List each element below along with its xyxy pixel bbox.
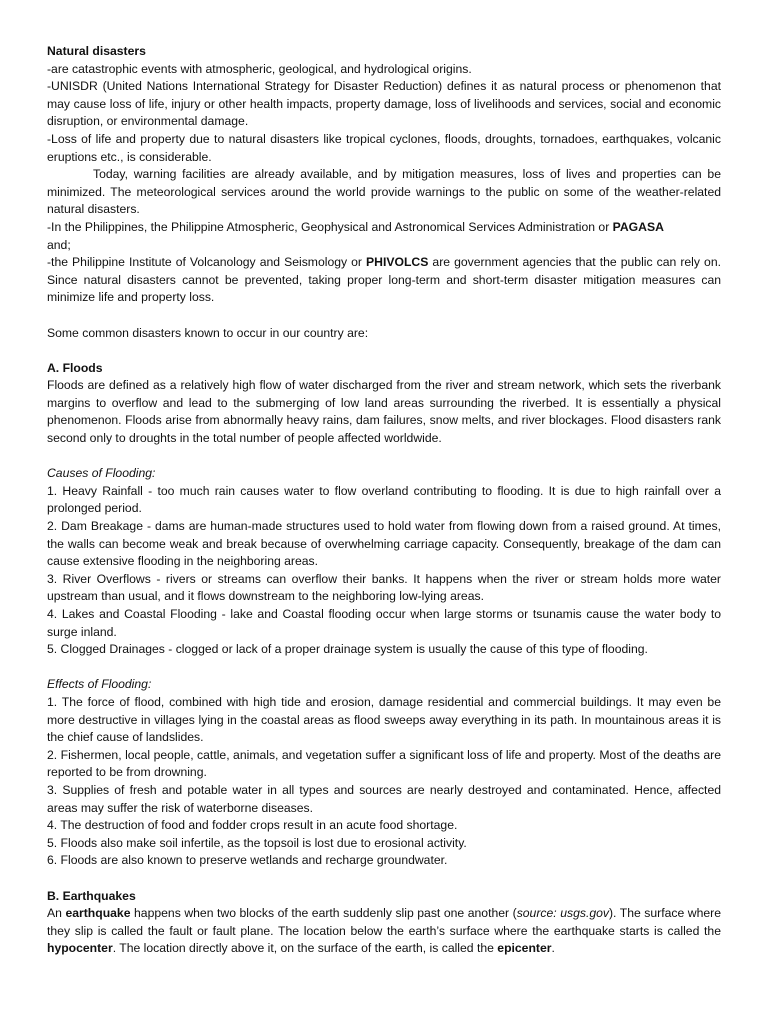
earthquakes-paragraph: An earthquake happens when two blocks of the earth suddenly slip past one another (source: usgs.gov). The surface where they slip is called the fault or fault plane. The location below the earth’s surface where the earthquake starts is called the hypocenter. The location directly above it, on the surface of the earth, is called the epicenter. [47, 906, 721, 956]
term-earthquake: earthquake [65, 906, 131, 921]
cause-item: 1. Heavy Rainfall - too much rain causes water to flow overland contributing to flooding. It is due to high rainfall over a prolonged period. [47, 483, 721, 516]
cause-item: 4. Lakes and Coastal Flooding - lake and Coastal flooding occur when large storms or tsunamis cause the water body to surge inland. [47, 607, 721, 639]
intro-line-2: -UNISDR (United Nations International Strategy for Disaster Reduction) defines it as natural process or phenomenon that may cause loss of life, injury or other health impacts, property damage, loss of livelihoods and services, social and economic disruption, or environmental damage. [47, 79, 721, 129]
title: Natural disasters [47, 44, 146, 58]
effect-item: 5. Floods also make soil infertile, as the topsoil is lost due to erosional activity. [47, 835, 467, 850]
common-disasters-intro: Some common disasters known to occur in our country are: [47, 325, 369, 340]
effect-item: 2. Fishermen, local people, cattle, animals, and vegetation suffer a significant loss of life and property. Most of the deaths are reported to be from drowning. [47, 747, 721, 780]
earthquakes-heading: B. Earthquakes [47, 888, 136, 903]
intro-line-5: -In the Philippines, the Philippine Atmospheric, Geophysical and Astronomical Services Administration or PAGASA [47, 219, 664, 234]
floods-heading: A. Floods [47, 360, 103, 375]
cause-item: 5. Clogged Drainages - clogged or lack of a proper drainage system is usually the cause of this type of flooding. [47, 642, 648, 657]
floods-definition: Floods are defined as a relatively high flow of water discharged from the river and stream network, which sets the riverbank margins to overflow and lead to the submerging of low land areas surrounding the riverbed. It is essentially a physical phenomenon. Floods arise from abnormally heavy rains, dam failures, snow melts, and river blockages. Flood disasters rank second only to droughts in the total number of people affected worldwide. [47, 378, 721, 446]
effect-item: 6. Floods are also known to preserve wetlands and recharge groundwater. [47, 853, 448, 868]
intro-line-7: -the Philippine Institute of Volcanology and Seismology or PHIVOLCS are government agencies that the public can rely on. Since natural disasters cannot be prevented, taking proper long-term and short-term disaster mitigation measures can minimize life and property loss. [47, 255, 721, 305]
phivolcs-acronym: PHIVOLCS [366, 255, 429, 270]
effect-item: 1. The force of flood, combined with high tide and erosion, damage residential and commercial buildings. It may even be more destructive in villages lying in the coastal areas as flood sweeps away everything in its path. In mountainous areas it is the chief cause of landslides. [47, 694, 721, 745]
intro-line-3: -Loss of life and property due to natural disasters like tropical cyclones, floods, droughts, tornadoes, earthquakes, volcanic eruptions etc., is considerable. [47, 131, 721, 164]
intro-line-4: Today, warning facilities are already available, and by mitigation measures, loss of lives and properties can be minimized. The meteorological services around the world provide warnings to the public on some of the weather-related natural disasters. [47, 167, 721, 217]
intro-line-6: and; [47, 237, 71, 252]
cause-item: 2. Dam Breakage - dams are human-made structures used to hold water from flowing down from a raised ground. At times, the walls can become weak and break because of overwhelming carriage capacity. Consequently, breakage of the dam can cause extensive flooding in the neighboring areas. [47, 519, 721, 569]
causes-heading: Causes of Flooding: [47, 466, 156, 481]
intro-line-1: -are catastrophic events with atmospheric, geological, and hydrological origins. [47, 61, 472, 76]
term-hypocenter: hypocenter [47, 941, 113, 956]
cause-item: 3. River Overflows - rivers or streams can overflow their banks. It happens when the river or stream holds more water upstream than usual, and it flows downstream to the neighboring low-lying areas. [47, 571, 721, 604]
effect-item: 3. Supplies of fresh and potable water in all types and sources are nearly destroyed and contaminated. Hence, affected areas may suffer the risk of waterborne diseases. [47, 782, 721, 815]
effects-heading: Effects of Flooding: [47, 677, 152, 692]
effect-item: 4. The destruction of food and fodder crops result in an acute food shortage. [47, 818, 458, 833]
pagasa-acronym: PAGASA [612, 219, 664, 234]
source-citation: source: usgs.gov [516, 906, 609, 921]
document-page [47, 43, 721, 958]
term-epicenter: epicenter [497, 941, 552, 956]
